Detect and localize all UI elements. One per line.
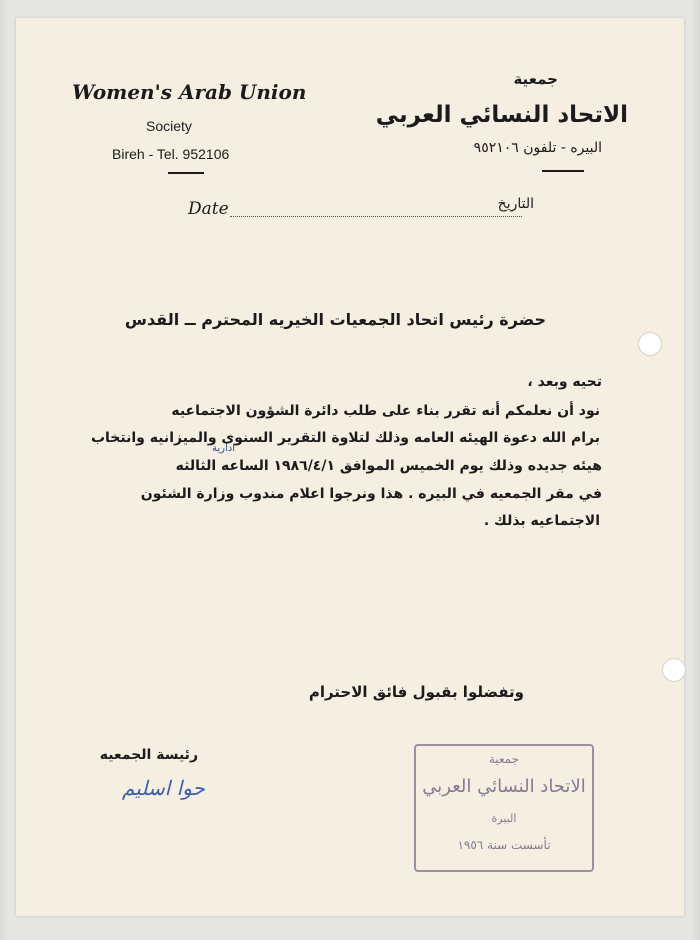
punch-hole [662,658,686,682]
stamp-founded: تأسست سنة ١٩٥٦ [457,838,551,852]
letter-body-line: الاجتماعيه بذلك . [483,513,600,529]
letter-addressee: حضرة رئيس اتحاد الجمعيات الخيريه المحترم ــ القدس [124,310,546,329]
letter-closing: وتفضلوا بقبول فائق الاحترام [308,683,524,701]
letter-body-line: برام الله دعوة الهيئه العامه وذلك لتلاوة التقرير السنوى والميزانيه وانتخاب [90,430,600,446]
organization-stamp [414,744,594,872]
letter-body-line: نود أن نعلمكم أنه تقرر بناء على طلب دائرة الشؤون الاجتماعيه [171,403,600,419]
letter-body-line: هيئه جديده وذلك يوم الخميس الموافق ١٩٨٦/٤/١ الساعه الثالثه [175,458,602,474]
date-label-arabic: التاريخ [497,196,534,212]
letterhead-divider [542,170,584,172]
letterhead-english-telephone: Bireh - Tel. 952106 [112,146,230,162]
stamp-city: البيرة [491,812,517,825]
letterhead-english-name: Women's Arab Union [72,80,307,104]
signatory-title: رئيسة الجمعيه [99,747,198,763]
letter-sheet [16,18,684,916]
date-label-english: Date [188,199,229,219]
letter-greeting: تحيه وبعد ، [527,374,602,390]
letterhead-divider [168,172,204,174]
punch-hole [638,332,662,356]
letterhead-arabic-telephone: البيره - تلفون ٩٥٢١٠٦ [473,140,602,156]
letterhead-english-society: Society [146,118,192,134]
stamp-org-name: الاتحاد النسائي العربي [422,776,586,797]
letterhead-arabic-association: جمعية [513,70,558,88]
letter-body-line: في مقر الجمعيه في البيره . هذا ونرجوا اعلام مندوب وزارة الشئون [140,486,602,502]
handwritten-signature: حوا اسليم [122,776,205,800]
letterhead-arabic-name: الاتحاد النسائي العربي [375,102,628,128]
date-dotted-line [230,216,522,217]
handwritten-insertion: ادارية [212,443,235,454]
stamp-association: جمعية [488,752,520,766]
